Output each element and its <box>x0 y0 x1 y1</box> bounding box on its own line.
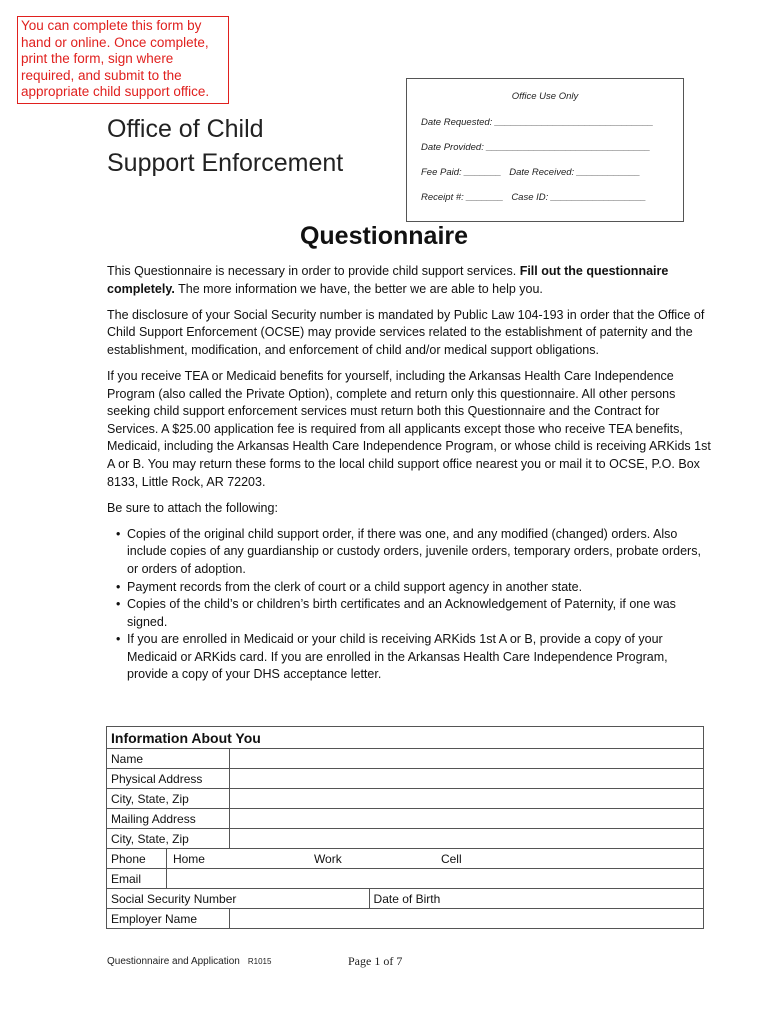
page-number: Page 1 of 7 <box>348 954 403 968</box>
table-header: Information About You <box>107 727 704 749</box>
table-row <box>107 749 704 769</box>
receipt-line: Receipt #: _______ Case ID: __________________ <box>421 192 647 203</box>
list-item <box>107 631 712 684</box>
list-item-text: Payment records from the clerk of court or a child support agency in another state. <box>127 579 583 594</box>
office-use-title: Office Use Only <box>511 91 579 102</box>
note-line: print the form, sign where <box>21 51 174 66</box>
note-line: appropriate child support office. <box>21 84 210 99</box>
work-phone-label: Work <box>313 851 342 866</box>
list-item <box>107 596 712 631</box>
email-field[interactable] <box>166 869 703 889</box>
list-item <box>107 579 712 597</box>
cell-phone-label: Cell <box>440 851 462 866</box>
mailing-city-state-zip-label: City, State, Zip <box>107 829 230 849</box>
list-item-text: Copies of the original child support order, if there was one, and any modified (changed) orders. Also include copies of any guardianship or custody orders, juvenile orders, temporary orders, probate orders, or orders of adoption. <box>127 526 701 576</box>
page-title: Questionnaire <box>299 222 469 250</box>
city-state-zip-label: City, State, Zip <box>107 789 230 809</box>
employer-name-field[interactable] <box>229 909 703 929</box>
footer-text: Questionnaire and Application <box>107 956 240 967</box>
fee-paid-line: Fee Paid: _______ Date Received: ____________ <box>421 167 641 178</box>
bullet-icon: • <box>116 526 121 541</box>
list-item-text: Copies of the child’s or children’s birth certificates and an Acknowledgement of Paternity, if one was signed. <box>127 597 676 629</box>
footer <box>107 956 271 967</box>
home-phone-label: Home <box>172 851 205 866</box>
city-state-zip-field[interactable] <box>229 789 703 809</box>
office-use-box <box>406 78 684 222</box>
email-label: Email <box>107 869 167 889</box>
intro-text: This Questionnaire is necessary in order to provide child support services. <box>107 264 520 278</box>
note-line: required, and submit to the <box>21 67 182 83</box>
mailing-address-field[interactable] <box>229 809 703 829</box>
info-about-you-table <box>106 726 704 929</box>
dob-label: Date of Birth <box>373 891 441 906</box>
list-item <box>107 526 712 579</box>
intro-paragraph <box>107 263 712 298</box>
table-row <box>107 829 704 849</box>
name-label: Name <box>107 749 230 769</box>
bullet-icon: • <box>116 579 121 594</box>
org-title <box>107 112 343 180</box>
table-row <box>107 909 704 929</box>
phone-row <box>167 852 703 866</box>
table-row <box>107 769 704 789</box>
instructions-note <box>17 16 229 104</box>
tea-paragraph: If you receive TEA or Medicaid benefits for yourself, including the Arkansas Health Care Independence Program (also called the Private Option), complete and return only this questionnaire. All other persons seeking child support enforcement services must return both this Questionnaire and the Contract for Services. A $25.00 application fee is required from all applicants except those who receive TEA benefits, Medicaid, including the Arkansas Health Care Independence Program, or whose child is receiving ARKids 1st A or B. You may return these forms to the local child support office nearest you or mail it to OCSE, P.O. Box 8133, Little Rock, AR 72203. <box>107 368 711 489</box>
attach-paragraph: Be sure to attach the following: <box>107 500 278 515</box>
phone-fields[interactable] <box>166 849 703 869</box>
intro-bold-text: Fill out the questionnaire completely. <box>107 264 669 296</box>
list-item-text: If you are enrolled in Medicaid or your child is receiving ARKids 1st A or B, provide a copy of your Medicaid or ARKids card. If you are enrolled in the Arkansas Health Care Independence Program, provide a copy of your DHS acceptance letter. <box>127 632 668 682</box>
note-line: hand or online. Once complete, <box>21 34 209 50</box>
document-body <box>107 263 712 684</box>
mailing-address-label: Mailing Address <box>107 809 230 829</box>
employer-name-label: Employer Name <box>107 909 230 929</box>
attachment-list <box>107 526 712 684</box>
table-row <box>107 727 704 749</box>
table-row <box>107 869 704 889</box>
bullet-icon: • <box>116 597 121 612</box>
intro-text-end: The more information we have, the better we are able to help you. <box>174 281 543 296</box>
phone-label: Phone <box>107 849 167 869</box>
ssn-paragraph: The disclosure of your Social Security number is mandated by Public Law 104-193 in order that the Office of Child Support Enforcement (OCSE) may provide services related to the establishment of paternity and the establishment, modification, and enforcement of child and/or medical support obligations. <box>107 307 705 357</box>
table-row <box>107 849 704 869</box>
dob-field[interactable] <box>369 889 703 909</box>
ssn-field[interactable] <box>107 889 370 909</box>
table-row <box>107 789 704 809</box>
mailing-city-state-zip-field[interactable] <box>229 829 703 849</box>
ssn-label: Social Security Number <box>111 891 237 906</box>
org-title-line1: Office of Child <box>107 115 264 143</box>
bullet-icon: • <box>116 632 121 647</box>
physical-address-label: Physical Address <box>107 769 230 789</box>
note-line: You can complete this form by <box>21 18 202 33</box>
date-requested-line: Date Requested: ______________________________ <box>421 117 654 128</box>
org-title-line2: Support Enforcement <box>107 149 344 177</box>
table-row <box>107 889 704 909</box>
table-row <box>107 809 704 829</box>
date-provided-line: Date Provided: _______________________________ <box>421 142 651 153</box>
physical-address-field[interactable] <box>229 769 703 789</box>
name-field[interactable] <box>229 749 703 769</box>
form-code: R1015 <box>247 957 272 966</box>
